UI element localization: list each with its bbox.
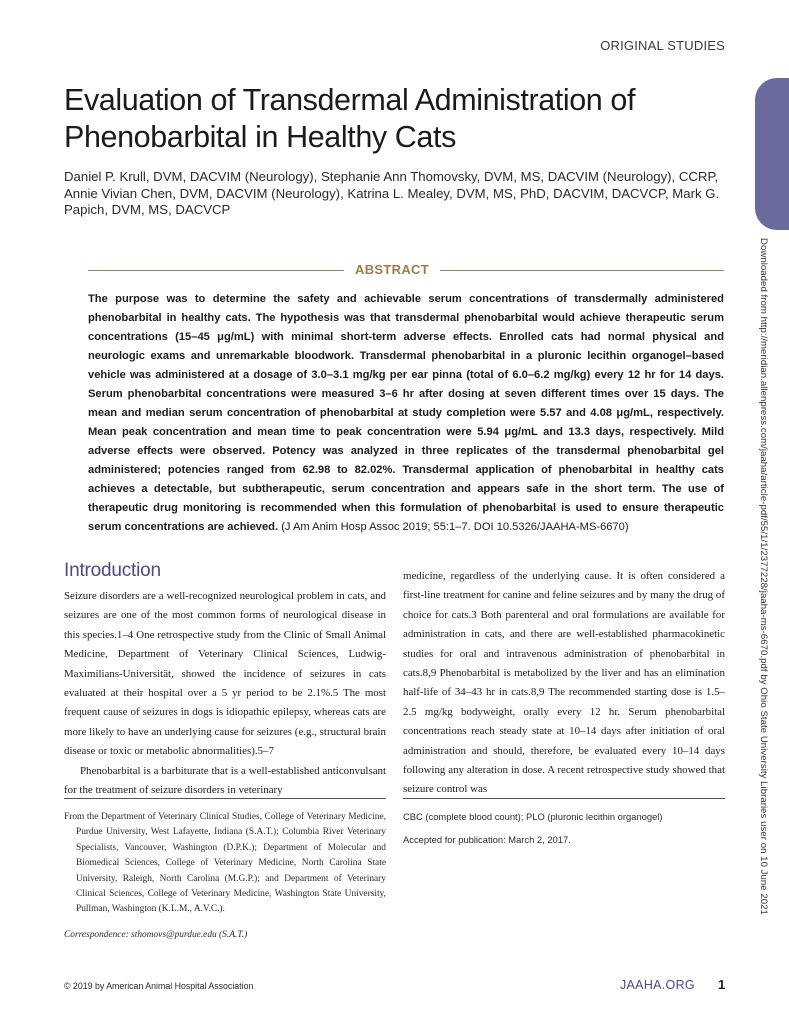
abstract-citation: (J Am Anim Hosp Assoc 2019; 55:1–7. DOI 10.5326/JAAHA-MS-6670) xyxy=(281,521,629,533)
affiliations-footnote: From the Department of Veterinary Clinical Studies, College of Veterinary Medicine, Purdue University, West Lafayette, Indiana (S.A.T.); Columbia River Veterinary Specialists, Vancouver, Washington (D.P.K.); Department of Molecular and Biomedical Sciences, College of Veterinary Medicine, North Carolina State University, Raleigh, North Carolina (M.G.P.); and Department of Veterinary Clinical Sciences, College of Veterinary Medicine, Washington State University, Pullman, Washington (K.L.M., A.V.C.). xyxy=(64,812,386,915)
accepted-date: Accepted for publication: March 2, 2017. xyxy=(403,834,571,845)
abstract-rule-right xyxy=(440,270,724,271)
intro-column-left xyxy=(64,587,386,800)
abstract-text: The purpose was to determine the safety and achievable serum concentrations of transdermally administered phenobarbital in healthy cats. The hypothesis was that transdermal phenobarbital would achieve therapeutic serum concentrations (15–45 μg/mL) with minimal short-term adverse effects. Enrolled cats had normal physical and neurologic exams and unremarkable bloodwork. Transdermal phenobarbital in a pluronic lecithin organogel–based vehicle was administered at a dosage of 3.0–3.1 mg/kg per ear pinna (total of 6.0–6.2 mg/kg) every 12 hr for 14 days. Serum phenobarbital concentrations were measured 3–6 hr after dosing at seven different times over 15 days. The mean and median serum concentration of phenobarbital at study completion were 5.57 and 4.08 μg/mL, respectively. Mean peak concentration and mean time to peak concentration were 5.94 μg/mL and 13.3 days, respectively. Mild adverse effects were observed. Potency was analyzed in three replicates of the transdermal phenobarbital gel administered; potencies ranged from 62.98 to 82.02%. Transdermal application of phenobarbital in healthy cats achieves a detectable, but subtherapeutic, serum concentration and appears safe in the short term. The use of therapeutic drug monitoring is recommended when this formulation of phenobarbital is used to ensure therapeutic serum concentrations are achieved. xyxy=(88,293,724,533)
footnote-divider-right xyxy=(403,798,725,799)
footnote-left xyxy=(64,810,386,943)
correspondence-footnote: Correspondence: sthomovs@purdue.edu (S.A.T.) xyxy=(64,929,248,940)
page-number: 1 xyxy=(718,977,726,992)
footnote-divider-left xyxy=(64,798,386,799)
copyright-notice: © 2019 by American Animal Hospital Association xyxy=(64,981,254,991)
abstract-heading: ABSTRACT xyxy=(355,262,429,277)
intro-paragraph-2-start: Phenobarbital is a barbiturate that is a well-established anticonvulsant for the treatment of seizure disorders in veterinary xyxy=(64,764,386,797)
download-note: Downloaded from http://meridian.allenpress.com/jaaha/article-pdf/55/1/1/2377228/jaaha-ms-6670.pdf by Ohio State University Libraries user on 10 June 2021 xyxy=(758,238,769,915)
abstract-rule-left xyxy=(88,270,344,271)
author-list: Daniel P. Krull, DVM, DACVIM (Neurology), Stephanie Ann Thomovsky, DVM, MS, DACVIM (Neurology), CCRP, Annie Vivian Chen, DVM, DACVIM (Neurology), Katrina L. Mealey, DVM, MS, PhD, DACVIM, DACVCP, Mark G. Papich, DVM, MS, DACVCP xyxy=(64,169,720,217)
footnote-right xyxy=(403,810,725,856)
journal-url: JAAHA.ORG xyxy=(620,978,695,992)
intro-column-right xyxy=(403,567,725,800)
abstract-body xyxy=(88,290,724,537)
abstract-header xyxy=(88,262,724,278)
section-label: ORIGINAL STUDIES xyxy=(600,38,725,53)
article-title: Evaluation of Transdermal Administration of Phenobarbital in Healthy Cats xyxy=(64,83,636,154)
intro-paragraph-2-continued: medicine, regardless of the underlying cause. It is often considered a first-line treatment for canine and feline seizures and by many the drug of choice for cats.3 Both parenteral and oral formulations are available for administration in cats, and there are well-established pharmacokinetic studies for oral and intravenous administration of phenobarbital in cats.8,9 Phenobarbital is metabolized by the liver and has an elimination half-life of 34–43 hr in cats.8,9 The recommended starting dose is 1.5–2.5 mg/kg bodyweight, orally every 12 hr. Serum phenobarbital concentrations reach steady state at 10–14 days after initiation of oral administration and should, therefore, be evaluated every 10–14 days following any alteration in dose. A recent retrospective study showed that seizure control was xyxy=(403,570,725,796)
intro-paragraph-1: Seizure disorders are a well-recognized neurological problem in cats, and seizures are one of the most common forms of neurological disease in this species.1–4 One retrospective study from the Clinic of Small Animal Medicine, Department of Veterinary Clinical Sciences, Ludwig-Maximilians-Universität, showed the incidence of seizures in cats evaluated at their hospital over a 5 yr period to be 2.1%.5 The most frequent cause of seizures in dogs is idiopathic epilepsy, whereas cats are more likely to have an underlying cause for seizures (e.g., structural brain disease or toxic or metabolic abnormalities).5–7 xyxy=(64,590,386,758)
abbreviations-footnote: CBC (complete blood count); PLO (pluronic lecithin organogel) xyxy=(403,811,663,822)
introduction-heading: Introduction xyxy=(64,560,161,581)
section-side-tab xyxy=(755,78,789,230)
